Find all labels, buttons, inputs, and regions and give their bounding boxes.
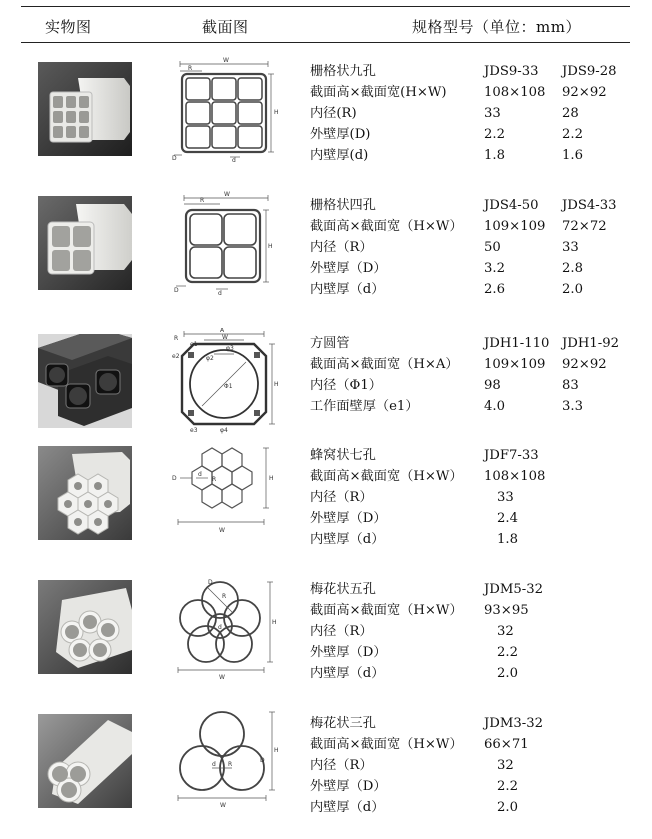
section-diagram-square-round — [168, 328, 280, 436]
spec-label: 内壁厚(d) — [310, 147, 369, 163]
spec-line — [310, 146, 640, 167]
spec-block — [310, 580, 640, 684]
spec-value: 93×95 — [484, 602, 529, 618]
diagram-label: W — [224, 191, 230, 198]
spec-value: 28 — [562, 105, 579, 121]
header-section: 截面图 — [202, 18, 249, 36]
diagram-label: R — [174, 335, 179, 342]
spec-line — [310, 467, 640, 488]
product-row — [0, 446, 652, 568]
product-photo-nine-hole — [38, 62, 132, 156]
spec-label: 内壁厚（d） — [310, 665, 385, 681]
diagram-label: H — [268, 243, 273, 250]
product-row — [0, 57, 652, 184]
section-diagram-plum-three — [168, 708, 280, 816]
spec-line — [310, 259, 640, 280]
spec-value: 3.3 — [562, 398, 583, 414]
spec-value: 4.0 — [484, 398, 505, 414]
product-row — [0, 191, 652, 318]
diagram-label: d — [218, 624, 222, 631]
diagram-label: R — [188, 65, 193, 72]
spec-label: 内径（R） — [310, 757, 373, 773]
product-row — [0, 714, 652, 836]
spec-line — [310, 756, 640, 777]
diagram-label: H — [274, 381, 279, 388]
spec-label: 梅花状三孔 — [310, 716, 376, 731]
diagram-label: D — [172, 475, 177, 482]
spec-value: 108×108 — [484, 468, 546, 484]
spec-label: 内径（R） — [310, 239, 373, 255]
spec-value: 92×92 — [562, 356, 607, 372]
spec-label: 梅花状五孔 — [310, 582, 376, 597]
section-diagram-plum-five — [168, 574, 280, 682]
spec-line — [310, 446, 640, 467]
spec-value: JDH1-110 — [484, 336, 550, 351]
diagram-label: d — [198, 471, 202, 478]
product-row — [0, 580, 652, 702]
spec-value: 2.6 — [484, 281, 505, 297]
table-header — [0, 0, 652, 44]
spec-value: 109×109 — [484, 218, 546, 234]
diagram-label: D — [174, 287, 179, 294]
spec-block — [310, 196, 640, 300]
diagram-label: A — [220, 328, 225, 334]
spec-value: 2.8 — [562, 260, 583, 276]
diagram-label: φ4 — [220, 427, 228, 434]
diagram-label: H — [274, 747, 279, 754]
spec-value: 109×109 — [484, 356, 546, 372]
product-photo-plum-five — [38, 580, 132, 674]
spec-label: 截面高×截面宽（H×W） — [310, 736, 463, 752]
spec-label: 内壁厚（d） — [310, 799, 385, 815]
diagram-label: R — [212, 476, 217, 483]
spec-line — [310, 714, 640, 735]
spec-line — [310, 777, 640, 798]
spec-value: 108×108 — [484, 84, 546, 100]
product-photo-plum-three — [38, 714, 132, 808]
spec-value: 66×71 — [484, 736, 529, 752]
spec-label: 内径（R） — [310, 489, 373, 505]
spec-block — [310, 446, 640, 550]
spec-label: 外壁厚（D） — [310, 260, 387, 276]
spec-line — [310, 83, 640, 104]
spec-block — [310, 62, 640, 166]
spec-value: 83 — [562, 377, 579, 393]
spec-value: JDS4-50 — [484, 198, 539, 213]
spec-value: JDF7-33 — [484, 448, 539, 463]
diagram-label: D — [172, 155, 177, 162]
spec-value: 32 — [497, 757, 514, 773]
spec-value: 2.4 — [497, 510, 518, 526]
spec-label: 截面高×截面宽（H×W） — [310, 468, 463, 484]
diagram-label: W — [220, 802, 226, 809]
spec-value: 1.6 — [562, 147, 583, 163]
header-rule — [21, 42, 630, 43]
diagram-label: φ3 — [226, 345, 234, 352]
spec-value: JDH1-92 — [562, 336, 619, 351]
spec-value: JDM3-32 — [484, 716, 543, 731]
diagram-label: e1 — [190, 341, 198, 348]
section-diagram-four-hole — [168, 190, 280, 298]
diagram-label: d — [218, 290, 222, 297]
spec-label: 外壁厚（D） — [310, 510, 387, 526]
spec-block — [310, 334, 640, 418]
spec-label: 方圆管 — [310, 336, 350, 351]
spec-value: 1.8 — [484, 147, 505, 163]
spec-value: 72×72 — [562, 218, 607, 234]
spec-label: 外壁厚（D） — [310, 778, 387, 794]
spec-value: 33 — [562, 239, 579, 255]
spec-label: 内径（Φ1） — [310, 377, 382, 393]
spec-line — [310, 488, 640, 509]
spec-value: 50 — [484, 239, 501, 255]
header-spec: 规格型号（单位：mm） — [412, 18, 581, 36]
spec-label: 外壁厚（D） — [310, 644, 387, 660]
spec-value: 2.0 — [562, 281, 583, 297]
spec-value: JDS4-33 — [562, 198, 617, 213]
diagram-label: W — [222, 334, 228, 341]
spec-label: 内径(R) — [310, 105, 357, 121]
spec-value: 3.2 — [484, 260, 505, 276]
spec-line — [310, 622, 640, 643]
spec-value: 2.2 — [497, 644, 518, 660]
spec-label: 截面高×截面宽（H×A） — [310, 356, 459, 372]
spec-value: JDM5-32 — [484, 582, 543, 597]
diagram-label: d — [232, 157, 236, 164]
spec-label: 栅格状九孔 — [310, 64, 376, 79]
spec-line — [310, 509, 640, 530]
spec-line — [310, 62, 640, 83]
spec-value: 2.0 — [497, 665, 518, 681]
spec-label: 蜂窝状七孔 — [310, 448, 376, 463]
spec-line — [310, 601, 640, 622]
diagram-label: φ2 — [206, 355, 214, 362]
diagram-label: Φ1 — [224, 383, 233, 390]
spec-value: 32 — [497, 623, 514, 639]
spec-value: 92×92 — [562, 84, 607, 100]
spec-value: JDS9-33 — [484, 64, 539, 79]
product-photo-square-round — [38, 334, 132, 428]
spec-line — [310, 196, 640, 217]
product-row — [0, 328, 652, 456]
diagram-label: e2 — [172, 353, 180, 360]
top-rule — [21, 6, 630, 7]
diagram-label: R — [228, 761, 233, 768]
diagram-label: W — [219, 674, 225, 681]
spec-line — [310, 104, 640, 125]
spec-line — [310, 580, 640, 601]
spec-line — [310, 238, 640, 259]
diagram-label: H — [269, 475, 274, 482]
spec-value: 2.2 — [497, 778, 518, 794]
spec-block — [310, 714, 640, 818]
spec-line — [310, 376, 640, 397]
spec-line — [310, 643, 640, 664]
spec-label: 栅格状四孔 — [310, 198, 376, 213]
diagram-label: R — [200, 197, 205, 204]
spec-line — [310, 664, 640, 685]
spec-line — [310, 530, 640, 551]
spec-line — [310, 355, 640, 376]
spec-value: 98 — [484, 377, 501, 393]
header-photo: 实物图 — [45, 18, 92, 36]
spec-line — [310, 397, 640, 418]
spec-label: 截面高×截面宽（H×W） — [310, 218, 463, 234]
spec-value: 2.2 — [484, 126, 505, 142]
diagram-label: D — [260, 757, 265, 764]
spec-label: 内壁厚（d） — [310, 281, 385, 297]
spec-label: 外壁厚(D) — [310, 126, 371, 142]
spec-value: 33 — [497, 489, 514, 505]
section-diagram-nine-hole — [168, 56, 280, 164]
spec-value: 1.8 — [497, 531, 518, 547]
diagram-label: W — [223, 57, 229, 64]
spec-value: 2.0 — [497, 799, 518, 815]
section-diagram-honeycomb — [168, 440, 280, 548]
diagram-label: H — [274, 109, 279, 116]
diagram-label: H — [272, 619, 277, 626]
spec-label: 截面高×截面宽(H×W) — [310, 84, 447, 100]
spec-label: 截面高×截面宽（H×W） — [310, 602, 463, 618]
diagram-label: W — [219, 527, 225, 534]
diagram-label: R — [222, 593, 227, 600]
spec-label: 工作面壁厚（e1） — [310, 398, 419, 414]
spec-line — [310, 735, 640, 756]
diagram-label: D — [208, 579, 213, 586]
spec-line — [310, 798, 640, 819]
diagram-label: e3 — [190, 427, 198, 434]
diagram-label: d — [212, 761, 216, 768]
spec-value: 33 — [484, 105, 501, 121]
product-photo-four-hole — [38, 196, 132, 290]
product-photo-honeycomb — [38, 446, 132, 540]
spec-value: JDS9-28 — [562, 64, 617, 79]
spec-line — [310, 280, 640, 301]
spec-line — [310, 125, 640, 146]
spec-label: 内径（R） — [310, 623, 373, 639]
spec-label: 内壁厚（d） — [310, 531, 385, 547]
spec-line — [310, 334, 640, 355]
spec-value: 2.2 — [562, 126, 583, 142]
spec-line — [310, 217, 640, 238]
